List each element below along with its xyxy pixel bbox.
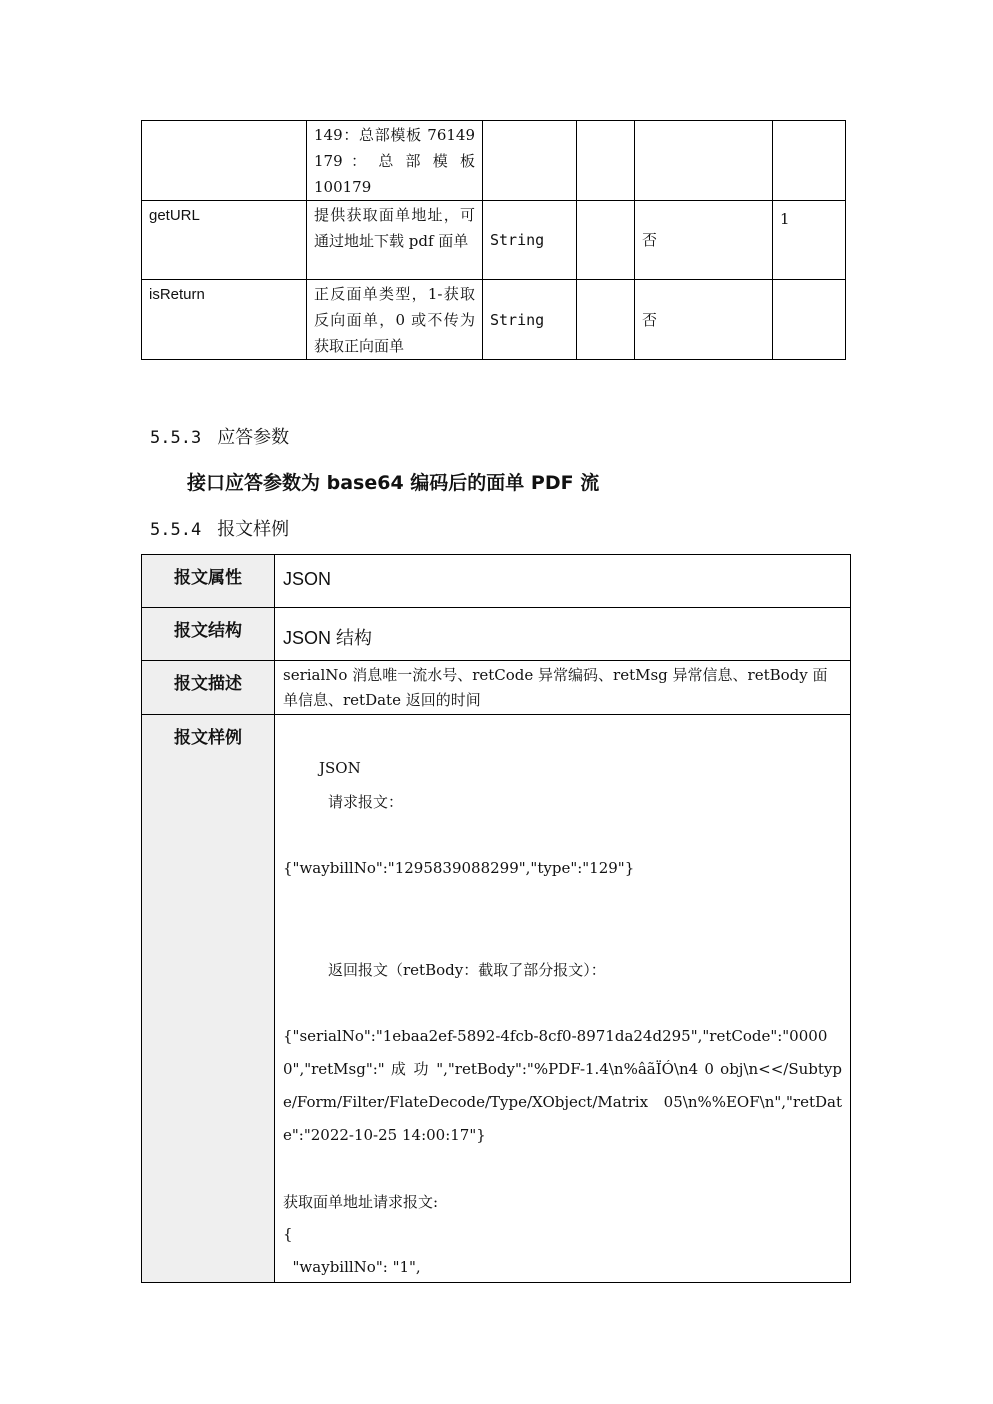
param-desc: 正反面单类型，1-获取反向面单，0 或不传为获取正向面单: [307, 280, 483, 360]
row-value: serialNo 消息唯一流水号、retCode 异常编码、retMsg 异常信息、retBody 面单信息、retDate 返回的时间: [283, 666, 828, 709]
param-length: [577, 121, 635, 201]
table-row: [142, 661, 850, 715]
param-name: getURL: [142, 201, 307, 280]
param-name: [142, 121, 307, 201]
table-row: [142, 280, 846, 360]
response-title: 返回报文（retBody：截取了部分报文）：: [328, 961, 606, 979]
param-desc: 149：总部模板 76149 179 ： 总 部 模 板 100179: [307, 121, 483, 201]
url-request-brace: {: [283, 1225, 293, 1243]
param-type: String: [483, 280, 577, 360]
section-title: 报文样例: [217, 519, 290, 540]
sample-format: JSON: [319, 759, 361, 777]
url-request-line: "waybillNo": "1",: [283, 1258, 421, 1276]
message-example-table: [141, 554, 851, 1283]
table-row: [142, 555, 850, 608]
row-label: 报文描述: [142, 661, 275, 714]
param-type: String: [483, 201, 577, 280]
param-desc: 提供获取面单地址，可通过地址下载 pdf 面单: [307, 201, 483, 280]
param-length: [577, 201, 635, 280]
response-body: {"serialNo":"1ebaa2ef-5892-4fcb-8cf0-8971da24d295","retCode":"00000","retMsg":" 成 功 ","retBody":"%PDF-1.4\n%âãÏÓ\n4 0 obj\n<</Subtype/Form/Filter/FlateDecode/Type/XObject/Matrix 05\n%%EOF\n","retDate":"2022-10-25 14:00:17"}: [283, 1027, 842, 1144]
row-label: 报文属性: [142, 555, 275, 607]
request-title: 请求报文：: [328, 793, 404, 811]
section-heading-554: [150, 515, 289, 541]
row-value: JSON: [283, 569, 332, 589]
param-example: [773, 121, 846, 201]
section-title: 应答参数: [217, 427, 290, 448]
row-label: 报文结构: [142, 608, 275, 660]
section-number: 5.5.3: [150, 428, 202, 448]
param-required: 否: [635, 280, 773, 360]
table-row: [142, 121, 846, 201]
request-body: {"waybillNo":"1295839088299","type":"129"}: [283, 859, 635, 877]
param-length: [577, 280, 635, 360]
sample-content: [275, 715, 850, 1282]
param-name: isReturn: [142, 280, 307, 360]
table-row: [142, 715, 850, 1282]
table-row: [142, 608, 850, 661]
request-params-table: [141, 120, 846, 360]
row-label: 报文样例: [142, 715, 275, 1282]
param-required: [635, 121, 773, 201]
section-number: 5.5.4: [150, 520, 202, 540]
section-heading-553: [150, 423, 289, 449]
param-example: 1: [773, 201, 846, 280]
row-value: JSON 结构: [283, 628, 373, 648]
table-row: [142, 201, 846, 280]
param-type: [483, 121, 577, 201]
param-example: [773, 280, 846, 360]
param-required: 否: [635, 201, 773, 280]
response-note: 接口应答参数为 base64 编码后的面单 PDF 流: [187, 472, 600, 494]
url-request-title: 获取面单地址请求报文:: [283, 1193, 439, 1211]
